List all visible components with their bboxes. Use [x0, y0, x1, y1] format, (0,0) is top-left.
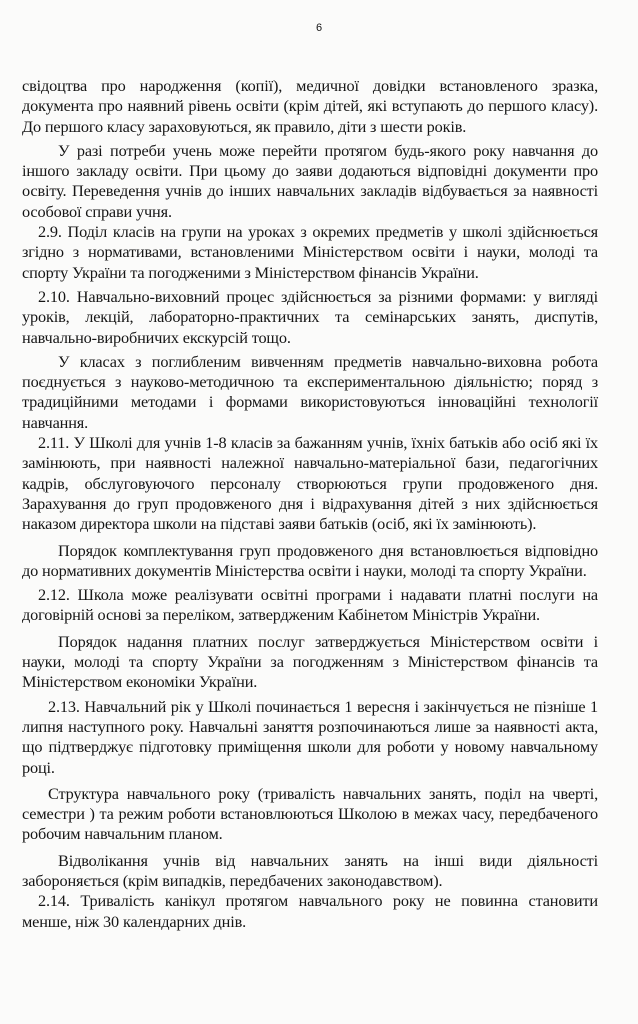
paragraph-2-13: 2.13. Навчальний рік у Школі починається 1 вересня і закінчується не пізніше 1 липня наступного року. Навчальні заняття розпочинаються лише за наявності акта, що підтверджує підготовку приміщення школи для роботи у новому навчальному році. [22, 696, 598, 777]
paragraph-2-14: 2.14. Тривалість канікул протягом навчального року не повинна становити менше, ніж 30 календарних днів. [22, 891, 598, 931]
paragraph-paid-services: Порядок надання платних послуг затверджується Міністерством освіти і науки, молоді та спорту України за погодженням з Міністерством фінансів та Міністерством економіки України. [22, 631, 598, 692]
paragraph-group-formation: Порядок комплектування груп продовженого дня встановлюється відповідно до нормативних документів Міністерства освіти і науки, молоді та спорту України. [22, 540, 598, 580]
paragraph-advanced-classes: У класах з поглибленим вивченням предметів навчально-виховна робота поєднується з науково-методичною та експериментальною діяльністю; поряд з традиційними методами і формами використовуються інноваційні технології навчання. [22, 351, 598, 432]
paragraph-2-10: 2.10. Навчально-виховний процес здійснюється за різними формами: у вигляді уроків, лекцій, лабораторно-практичних та семінарських занять, диспутів, навчально-виробничих екскурсій тощо. [22, 286, 598, 347]
paragraph-2-9: 2.9. Поділ класів на групи на уроках з окремих предметів у школі здійснюється згідно з нормативами, встановленими Міністерством освіти і науки, молоді та спорту України та погодженими з Міністерством фінансів України. [22, 222, 598, 282]
paragraph-2-11: 2.11. У Школі для учнів 1-8 класів за бажанням учнів, їхніх батьків або осіб які їх замінюють, при наявності належної навчально-матеріальної бази, педагогічних кадрів, обслуговуючого персоналу створюються групи продовженого дня. Зарахування до груп продовженого дня і відрахування дітей з них здійснюється наказом директора школи на підставі заяви батьків (осіб, які їх замінюють). [22, 433, 598, 534]
paragraph-transfer: У разі потреби учень може перейти протягом будь-якого року навчання до іншого закладу освіти. При цьому до заяви додаються відповідні документи про освіту. Переведення учнів до інших навчальних закладів відбувається за наявності особової справи учня. [22, 140, 598, 221]
paragraph-year-structure: Структура навчального року (тривалість навчальних занять, поділ на чверті, семестри ) та режим роботи встановлюються Школою в межах часу, передбаченого робочим навчальним планом. [22, 783, 598, 844]
paragraph-distraction: Відволікання учнів від навчальних занять на інші види діяльності забороняється (крім випадків, передбачених законодавством). [22, 850, 598, 890]
paragraph-2-12: 2.12. Школа може реалізувати освітні програми і надавати платні послуги на договірній основі за переліком, затвердженим Кабінетом Міністрів України. [22, 585, 598, 625]
document-body [22, 76, 598, 932]
page-number: 6 [315, 22, 323, 34]
paragraph-continuation: свідоцтва про народження (копії), медичної довідки встановленого зразка, документа про наявний рівень освіти (крім дітей, які вступають до першого класу). До першого класу зараховуються, як правило, діти з шести років. [22, 76, 598, 136]
